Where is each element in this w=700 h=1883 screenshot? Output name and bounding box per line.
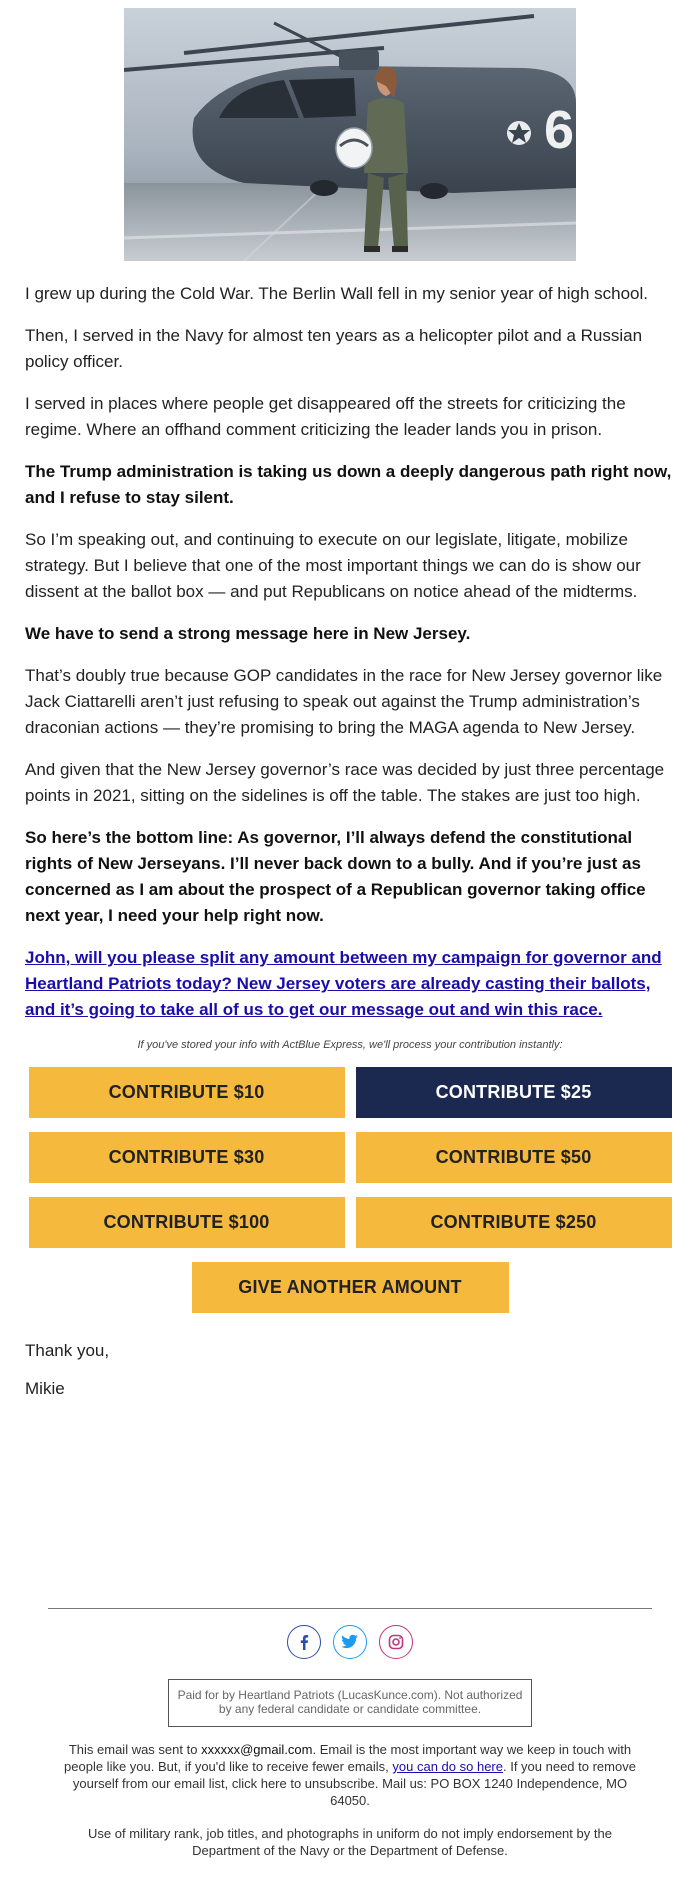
social-links xyxy=(0,1625,700,1659)
paragraph-9-bold: So here’s the bottom line: As governor, I’ll always defend the constitutional rights of New Jerseyans. I’ll never back down to a bully. And if you’re just as concerned as I am about the prospect of a Republican governor taking office next year, I need your help right now. xyxy=(25,828,646,925)
paragraph-3: I served in places where people get disappeared off the streets for criticizing the regime. Where an offhand comment criticizing the leader lands you in prison. xyxy=(25,394,626,439)
hero-image xyxy=(124,8,576,261)
email-page xyxy=(0,8,700,1858)
contribute-30-button[interactable]: CONTRIBUTE $30 xyxy=(29,1132,345,1183)
paragraph-5: So I’m speaking out, and continuing to execute on our legislate, litigate, mobilize strategy. But I believe that one of the most important things we can do is show our dissent at the ballot box — and put Republicans on notice ahead of the midterms. xyxy=(25,530,641,601)
paragraph-4-bold: The Trump administration is taking us down a deeply dangerous path right now, and I refuse to stay silent. xyxy=(25,462,672,507)
sent-to-prefix: This email was sent to xyxy=(68,1742,202,1757)
sent-to-suffix: . If you need to remove yourself from our email list, click here to unsubscribe. Mail us: PO BOX 1240 Independence, MO 64050. xyxy=(72,1759,636,1808)
paragraph-1: I grew up during the Cold War. The Berlin Wall fell in my senior year of high school. xyxy=(25,284,648,303)
contribute-25-button[interactable]: CONTRIBUTE $25 xyxy=(356,1067,672,1118)
paragraph-7: That’s doubly true because GOP candidates in the race for New Jersey governor like Jack Ciattarelli aren’t just refusing to speak out against the Trump administration’s draconian actions — they’re promising to bring the MAGA agenda to New Jersey. xyxy=(25,666,663,737)
donation-ask-link[interactable]: John, will you please split any amount between my campaign for governor and Heartland Patriots today? New Jersey voters are already casting their ballots, and it’s going to take all of us to get our message out and win this race. xyxy=(25,948,662,1019)
instagram-icon[interactable] xyxy=(379,1625,413,1659)
actblue-note: If you've stored your info with ActBlue Express, we'll process your contribution instantly: xyxy=(137,1039,563,1051)
twitter-icon[interactable] xyxy=(333,1625,367,1659)
contribute-250-button[interactable]: CONTRIBUTE $250 xyxy=(356,1197,672,1248)
message-body xyxy=(0,281,700,1023)
footer xyxy=(0,1608,700,1859)
thanks-text: Thank you, xyxy=(25,1341,110,1360)
signature-name: Mikie xyxy=(25,1379,65,1398)
give-another-amount-button[interactable]: GIVE ANOTHER AMOUNT xyxy=(192,1262,509,1313)
paid-for-disclaimer: Paid for by Heartland Patriots (LucasKunce.com). Not authorized by any federal candidate or candidate committee. xyxy=(168,1679,532,1727)
signoff xyxy=(0,1341,700,1399)
fewer-emails-link[interactable]: you can do so here xyxy=(392,1759,503,1774)
recipient-email: xxxxxx@gmail.com xyxy=(201,1742,313,1757)
paragraph-2: Then, I served in the Navy for almost ten years as a helicopter pilot and a Russian policy officer. xyxy=(25,326,643,371)
paragraph-6-bold: We have to send a strong message here in New Jersey. xyxy=(25,624,471,643)
sent-to-mid: . Email is the most important way we keep in touch with people like you. But, if you'd like to receive fewer emails, xyxy=(64,1742,632,1774)
military-disclaimer: Use of military rank, job titles, and photographs in uniform do not imply endorsement by the Department of the Navy or the Department of Defense. xyxy=(88,1826,612,1858)
contribute-100-button[interactable]: CONTRIBUTE $100 xyxy=(29,1197,345,1248)
contribute-buttons xyxy=(29,1067,672,1248)
footer-divider xyxy=(48,1608,652,1609)
tail-number: 6 xyxy=(544,100,575,160)
paragraph-8: And given that the New Jersey governor’s race was decided by just three percentage points in 2021, sitting on the sidelines is off the table. The stakes are just too high. xyxy=(25,760,665,805)
contribute-50-button[interactable]: CONTRIBUTE $50 xyxy=(356,1132,672,1183)
email-legal-text xyxy=(0,1741,700,1809)
contribute-10-button[interactable]: CONTRIBUTE $10 xyxy=(29,1067,345,1118)
facebook-icon[interactable] xyxy=(287,1625,321,1659)
